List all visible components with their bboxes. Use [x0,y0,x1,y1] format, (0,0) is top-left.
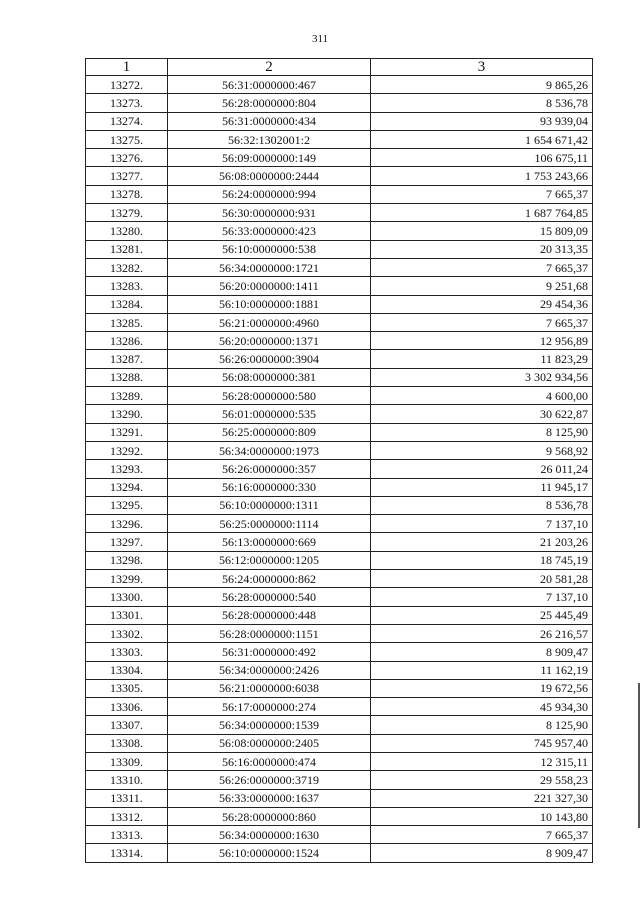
cadastral-number: 56:25:0000000:809 [168,423,371,441]
cadastral-value: 29 454,36 [371,295,593,313]
table-row [86,222,593,240]
cadastral-number: 56:30:0000000:931 [168,204,371,222]
table-row [86,94,593,112]
row-number: 13287. [86,350,168,368]
table-row [86,698,593,716]
cadastral-number: 56:01:0000000:535 [168,405,371,423]
table-header-row [86,59,593,76]
table-row [86,533,593,551]
cadastral-number: 56:16:0000000:330 [168,478,371,496]
cadastral-number: 56:26:0000000:357 [168,460,371,478]
table-row [86,387,593,405]
cadastral-number: 56:08:0000000:2444 [168,167,371,185]
row-number: 13297. [86,533,168,551]
row-number: 13306. [86,698,168,716]
row-number: 13298. [86,551,168,569]
table-row [86,624,593,642]
row-number: 13285. [86,313,168,331]
cadastral-value: 26 011,24 [371,460,593,478]
table-row [86,734,593,752]
row-number: 13296. [86,515,168,533]
cadastral-value: 4 600,00 [371,387,593,405]
cadastral-value: 11 823,29 [371,350,593,368]
row-number: 13276. [86,149,168,167]
table-row [86,167,593,185]
column-header-2: 2 [168,59,371,76]
table-row [86,570,593,588]
cadastral-number: 56:13:0000000:669 [168,533,371,551]
row-number: 13272. [86,76,168,94]
table-row [86,551,593,569]
cadastral-number: 56:34:0000000:2426 [168,661,371,679]
cadastral-value: 8 536,78 [371,94,593,112]
row-number: 13278. [86,185,168,203]
cadastral-number: 56:16:0000000:474 [168,752,371,770]
table-row [86,405,593,423]
cadastral-number: 56:10:0000000:1311 [168,496,371,514]
cadastral-value: 7 665,37 [371,313,593,331]
row-number: 13309. [86,752,168,770]
table-row [86,423,593,441]
cadastral-value: 1 753 243,66 [371,167,593,185]
cadastral-number: 56:31:0000000:492 [168,643,371,661]
cadastral-value: 8 909,47 [371,844,593,862]
cadastral-value: 7 137,10 [371,515,593,533]
row-number: 13303. [86,643,168,661]
row-number: 13302. [86,624,168,642]
cadastral-value-table [85,58,593,863]
row-number: 13280. [86,222,168,240]
table-row [86,368,593,386]
cadastral-number: 56:28:0000000:804 [168,94,371,112]
table-row [86,771,593,789]
table-row [86,515,593,533]
cadastral-value: 8 125,90 [371,716,593,734]
table-row [86,661,593,679]
cadastral-number: 56:21:0000000:4960 [168,313,371,331]
cadastral-value: 9 865,26 [371,76,593,94]
cadastral-number: 56:28:0000000:1151 [168,624,371,642]
table-row [86,204,593,222]
cadastral-value: 106 675,11 [371,149,593,167]
cadastral-value: 8 536,78 [371,496,593,514]
row-number: 13308. [86,734,168,752]
cadastral-value: 45 934,30 [371,698,593,716]
table-row [86,826,593,844]
row-number: 13313. [86,826,168,844]
table-row [86,679,593,697]
cadastral-number: 56:24:0000000:994 [168,185,371,203]
table-row [86,277,593,295]
column-header-3: 3 [371,59,593,76]
cadastral-number: 56:32:1302001:2 [168,130,371,148]
row-number: 13312. [86,807,168,825]
table-row [86,441,593,459]
row-number: 13286. [86,332,168,350]
row-number: 13289. [86,387,168,405]
cadastral-value: 20 313,35 [371,240,593,258]
table-row [86,149,593,167]
page-number: 311 [311,33,329,45]
cadastral-value: 30 622,87 [371,405,593,423]
table-row [86,716,593,734]
cadastral-number: 56:34:0000000:1630 [168,826,371,844]
table-row [86,496,593,514]
table-row [86,130,593,148]
row-number: 13292. [86,441,168,459]
row-number: 13273. [86,94,168,112]
row-number: 13277. [86,167,168,185]
row-number: 13311. [86,789,168,807]
table-row [86,643,593,661]
cadastral-value: 93 939,04 [371,112,593,130]
cadastral-number: 56:10:0000000:1881 [168,295,371,313]
row-number: 13299. [86,570,168,588]
table-row [86,588,593,606]
table-row [86,844,593,862]
cadastral-value: 18 745,19 [371,551,593,569]
table-row [86,789,593,807]
cadastral-number: 56:33:0000000:423 [168,222,371,240]
table-row [86,295,593,313]
cadastral-value: 7 137,10 [371,588,593,606]
row-number: 13288. [86,368,168,386]
row-number: 13310. [86,771,168,789]
row-number: 13274. [86,112,168,130]
cadastral-value: 3 302 934,56 [371,368,593,386]
cadastral-number: 56:20:0000000:1371 [168,332,371,350]
cadastral-value: 26 216,57 [371,624,593,642]
cadastral-value: 8 909,47 [371,643,593,661]
table-row [86,350,593,368]
cadastral-number: 56:10:0000000:1524 [168,844,371,862]
row-number: 13304. [86,661,168,679]
cadastral-number: 56:31:0000000:467 [168,76,371,94]
cadastral-number: 56:09:0000000:149 [168,149,371,167]
cadastral-number: 56:28:0000000:540 [168,588,371,606]
cadastral-number: 56:20:0000000:1411 [168,277,371,295]
cadastral-value: 9 568,92 [371,441,593,459]
cadastral-value: 7 665,37 [371,258,593,276]
cadastral-number: 56:33:0000000:1637 [168,789,371,807]
cadastral-value: 19 672,56 [371,679,593,697]
cadastral-number: 56:08:0000000:381 [168,368,371,386]
row-number: 13290. [86,405,168,423]
cadastral-value: 15 809,09 [371,222,593,240]
cadastral-number: 56:28:0000000:580 [168,387,371,405]
cadastral-number: 56:26:0000000:3904 [168,350,371,368]
table-body [86,76,593,863]
table-row [86,332,593,350]
cadastral-number: 56:12:0000000:1205 [168,551,371,569]
cadastral-value: 11 162,19 [371,661,593,679]
row-number: 13281. [86,240,168,258]
cadastral-value: 221 327,30 [371,789,593,807]
cadastral-number: 56:10:0000000:538 [168,240,371,258]
cadastral-number: 56:31:0000000:434 [168,112,371,130]
row-number: 13283. [86,277,168,295]
row-number: 13293. [86,460,168,478]
row-number: 13295. [86,496,168,514]
cadastral-value: 25 445,49 [371,606,593,624]
cadastral-number: 56:26:0000000:3719 [168,771,371,789]
cadastral-value: 1 654 671,42 [371,130,593,148]
table-row [86,185,593,203]
row-number: 13301. [86,606,168,624]
cadastral-value: 745 957,40 [371,734,593,752]
row-number: 13275. [86,130,168,148]
table-row [86,460,593,478]
cadastral-number: 56:08:0000000:2405 [168,734,371,752]
cadastral-value: 12 956,89 [371,332,593,350]
cadastral-value: 7 665,37 [371,185,593,203]
cadastral-value: 10 143,80 [371,807,593,825]
table-row [86,313,593,331]
row-number: 13284. [86,295,168,313]
cadastral-number: 56:24:0000000:862 [168,570,371,588]
table-row [86,240,593,258]
cadastral-value: 7 665,37 [371,826,593,844]
table-row [86,76,593,94]
table-row [86,112,593,130]
cadastral-value: 20 581,28 [371,570,593,588]
cadastral-value: 1 687 764,85 [371,204,593,222]
cadastral-number: 56:34:0000000:1973 [168,441,371,459]
column-header-1: 1 [86,59,168,76]
cadastral-number: 56:28:0000000:448 [168,606,371,624]
cadastral-value: 21 203,26 [371,533,593,551]
cadastral-number: 56:21:0000000:6038 [168,679,371,697]
row-number: 13294. [86,478,168,496]
table-row [86,606,593,624]
cadastral-value: 29 558,23 [371,771,593,789]
row-number: 13282. [86,258,168,276]
row-number: 13279. [86,204,168,222]
cadastral-value: 11 945,17 [371,478,593,496]
row-number: 13314. [86,844,168,862]
row-number: 13305. [86,679,168,697]
row-number: 13291. [86,423,168,441]
row-number: 13300. [86,588,168,606]
table-row [86,752,593,770]
cadastral-value: 8 125,90 [371,423,593,441]
row-number: 13307. [86,716,168,734]
table-row [86,478,593,496]
cadastral-value: 12 315,11 [371,752,593,770]
table-row [86,807,593,825]
cadastral-number: 56:25:0000000:1114 [168,515,371,533]
cadastral-number: 56:17:0000000:274 [168,698,371,716]
cadastral-value: 9 251,68 [371,277,593,295]
cadastral-number: 56:28:0000000:860 [168,807,371,825]
table-row [86,258,593,276]
cadastral-number: 56:34:0000000:1721 [168,258,371,276]
cadastral-number: 56:34:0000000:1539 [168,716,371,734]
